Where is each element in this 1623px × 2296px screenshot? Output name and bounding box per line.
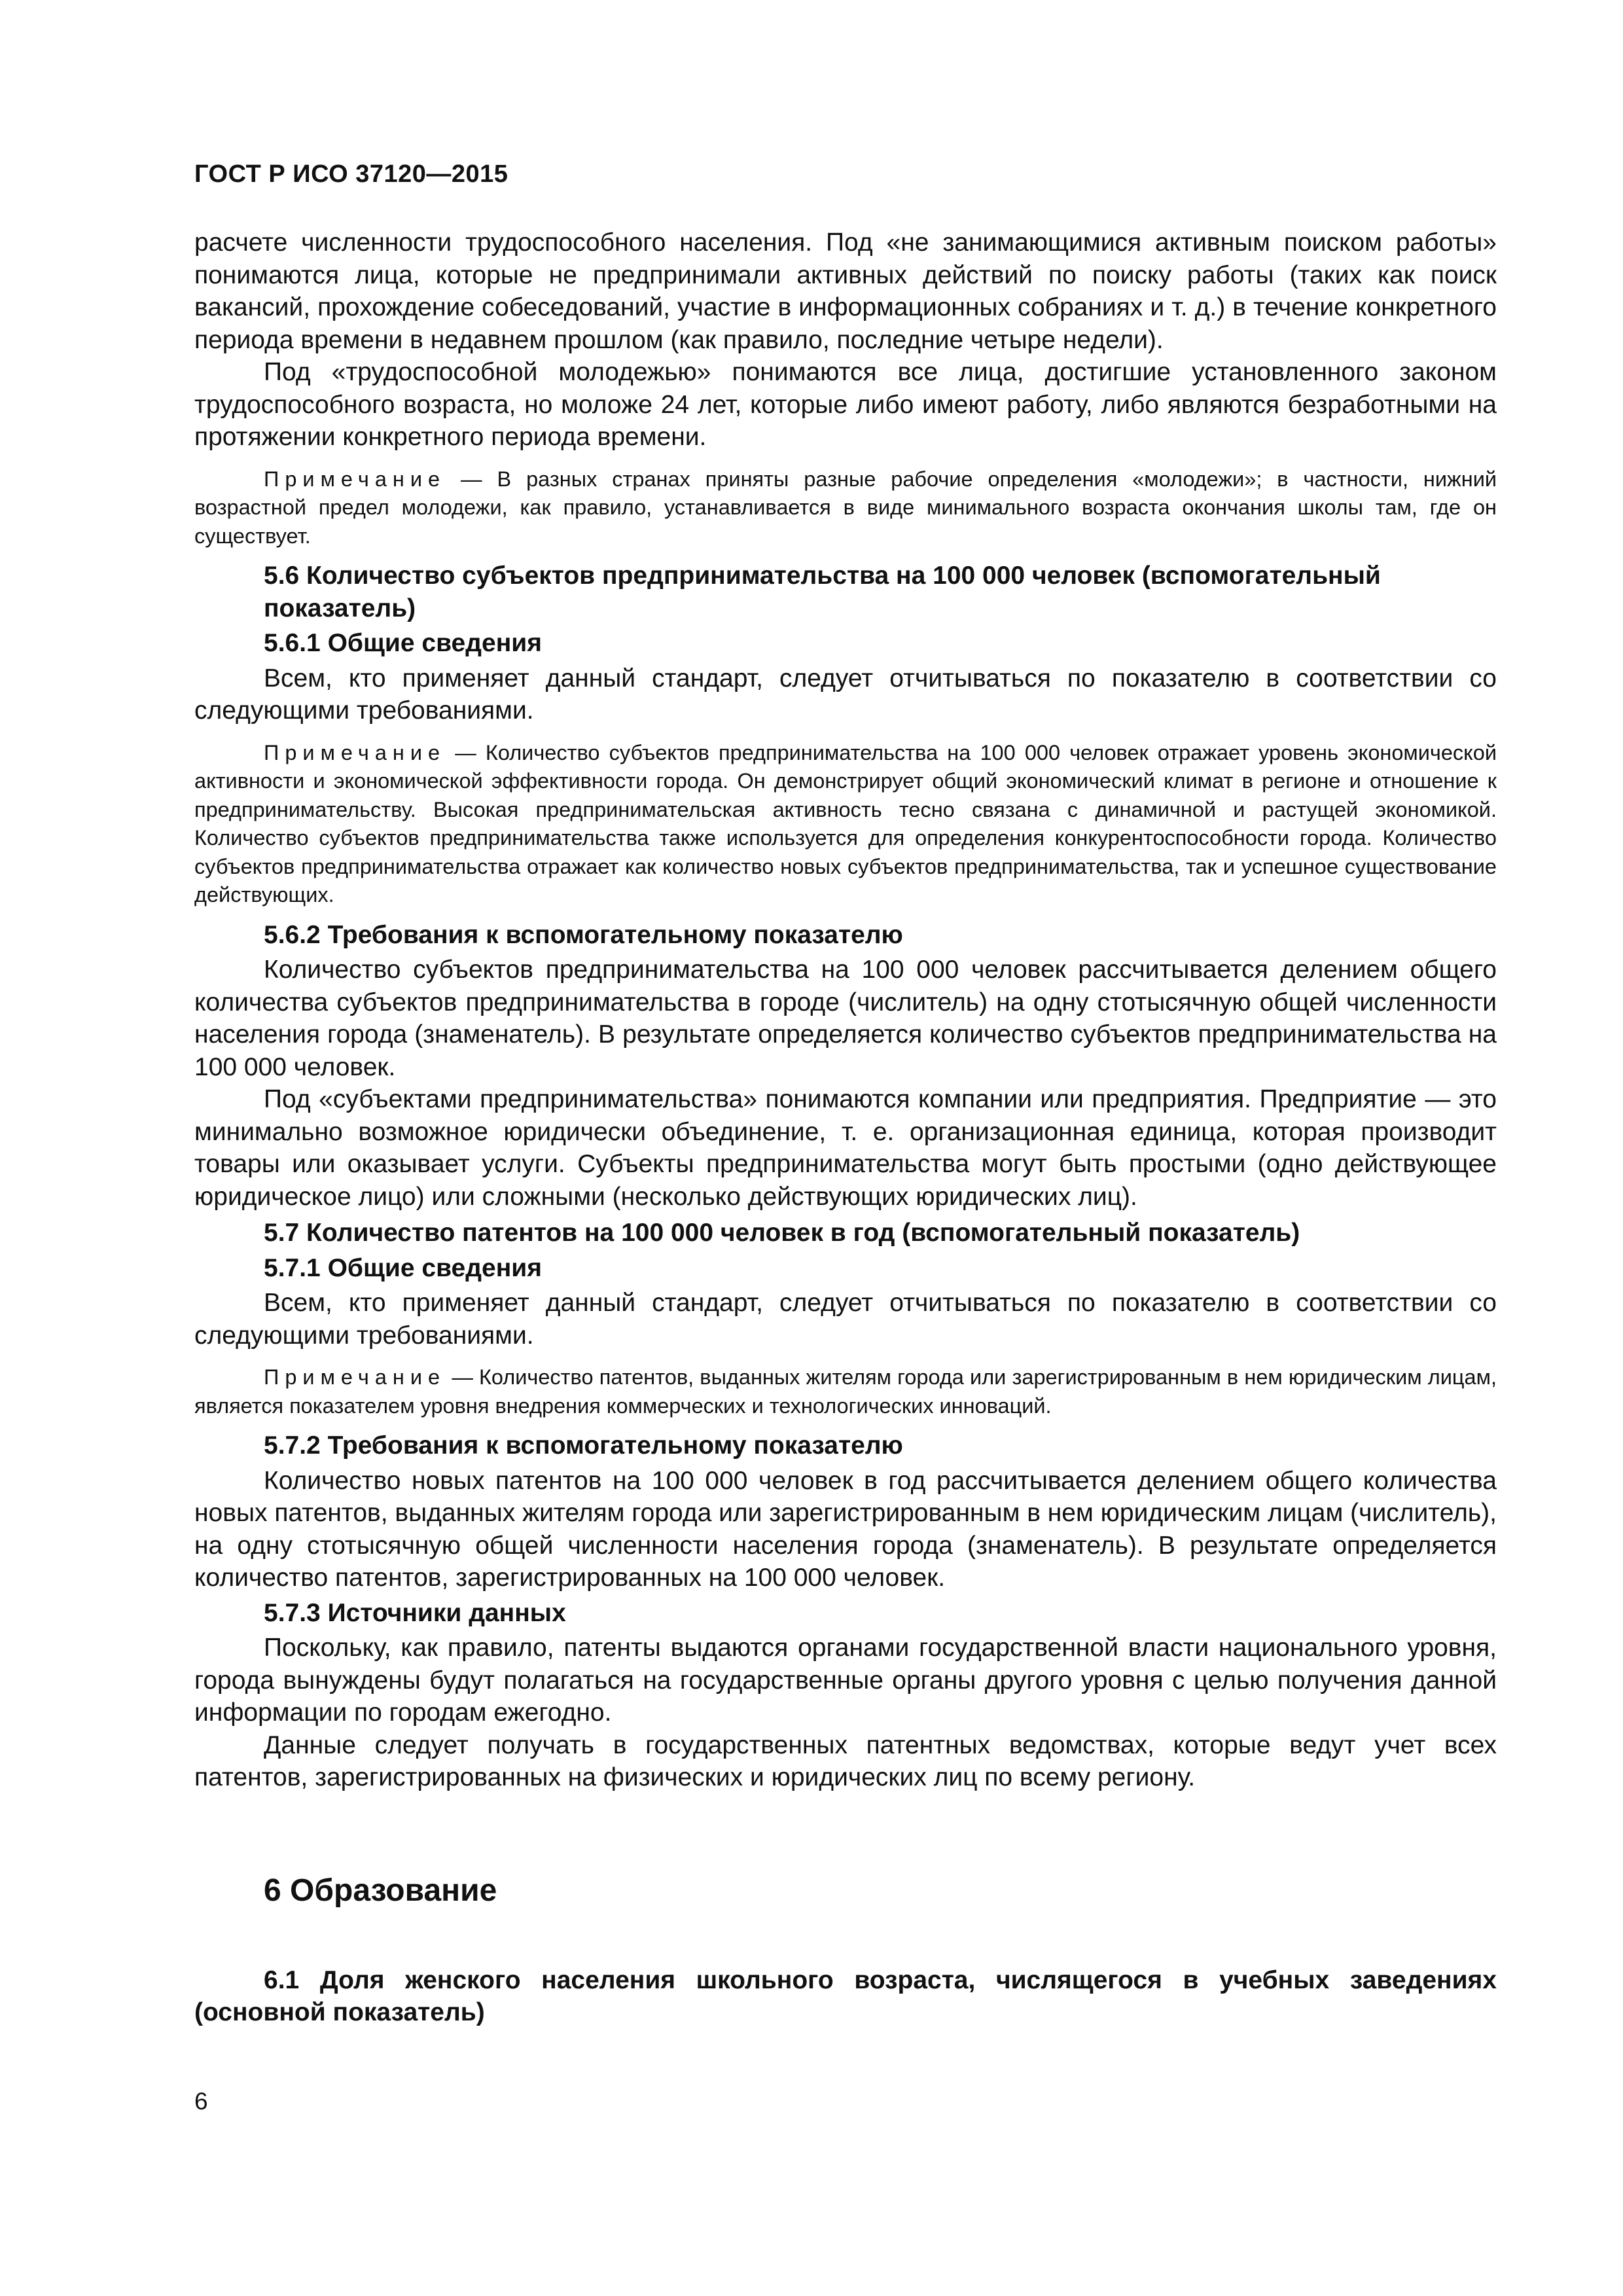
page-content [194, 226, 1497, 2029]
paragraph: Всем, кто применяет данный стандарт, следует отчитываться по показателю в соответствии со следующими требованиями. [194, 1289, 1497, 1350]
paragraph: расчете численности трудоспособного населения. Под «не занимающимися активным поиском работы» понимаются лица, которые не предпринимали активных действий по поиску работы (таких как поиск вакансий, прохождение собеседований, участие в информационных собраниях и т. д.) в течение конкретного периода времени в недавнем прошлом (как правило, последние четыре недели). [194, 228, 1497, 354]
note [194, 739, 1497, 910]
subsection-heading-5-6-1: 5.6.1 Общие сведения [264, 629, 542, 657]
note-text: — В разных странах приняты разные рабочие определения «молодежи»; в частности, нижний возрастной предел молодежи, как правило, устанавливается в виде минимального возраста окончания школы там, где он существует. [194, 467, 1497, 548]
paragraph: Количество новых патентов на 100 000 человек в год рассчитывается делением общего количества новых патентов, выданных жителям города или зарегистрированным в нем юридическим лицам (числитель), на одну стотысячную общей численности населения города (знаменатель). В результате определяется количество патентов, зарегистрированных на 100 000 человек. [194, 1466, 1497, 1592]
paragraph: Данные следует получать в государственных патентных ведомствах, которые ведут учет всех патентов, зарегистрированных на физических и юридических лиц по всему региону. [194, 1731, 1497, 1791]
note-text: — Количество патентов, выданных жителям города или зарегистрированным в нем юридическим лицам, является показателем уровня внедрения коммерческих и технологических инноваций. [194, 1365, 1497, 1418]
paragraph: Количество субъектов предпринимательства на 100 000 человек рассчитывается делением общего количества субъектов предпринимательства в городе (числитель) на одну стотысячную общей численности населения города (знаменатель). В результате определяется количество субъектов предпринимательства на 100 000 человек. [194, 956, 1497, 1081]
page-number: 6 [194, 2088, 208, 2115]
subsection-heading-5-7-1: 5.7.1 Общие сведения [264, 1253, 542, 1282]
subsection-heading-5-7-3: 5.7.3 Источники данных [264, 1598, 566, 1627]
note-label: Примечание [264, 1365, 446, 1389]
section-heading-5-7: 5.7 Количество патентов на 100 000 человек в год (вспомогательный показатель) [264, 1219, 1300, 1247]
paragraph: Под «субъектами предпринимательства» понимаются компании или предприятия. Предприятие — это минимально возможное юридически объединение, т. е. организационная единица, которая производит товары или оказывает услуги. Субъекты предпринимательства могут быть простыми (одно действующее юридическое лицо) или сложными (несколько действующих юридических лиц). [194, 1085, 1497, 1211]
section-heading-6-1: 6.1 Доля женского населения школьного возраста, числящегося в учебных заведениях (основной показатель) [194, 1965, 1497, 2026]
note-text: — Количество субъектов предпринимательства на 100 000 человек отражает уровень экономической активности и экономической эффективности города. Он демонстрирует общий экономический климат в регионе и отношение к предпринимательству. Высокая предпринимательская активность тесно связана с динамичной и растущей экономикой. Количество субъектов предпринимательства также используется для определения конкурентоспособности города. Количество субъектов предпринимательства отражает как количество новых субъектов предпринимательства, так и успешное существование действующих. [194, 740, 1497, 906]
note-label: Примечание [264, 467, 446, 491]
document-code: ГОСТ Р ИСО 37120—2015 [194, 160, 508, 188]
note [194, 465, 1497, 551]
subsection-heading-5-7-2: 5.7.2 Требования к вспомогательному показателю [264, 1431, 903, 1460]
note-label: Примечание [264, 740, 446, 764]
paragraph: Поскольку, как правило, патенты выдаются органами государственной власти национального уровня, города вынуждены будут полагаться на государственные органы другого уровня с целью получения данной информации по городам ежегодно. [194, 1634, 1497, 1727]
section-heading-5-6: 5.6 Количество субъектов предпринимательства на 100 000 человек (вспомогательный показатель) [264, 562, 1381, 622]
note [194, 1363, 1497, 1420]
paragraph: Всем, кто применяет данный стандарт, следует отчитываться по показателю в соответствии со следующими требованиями. [194, 664, 1497, 725]
subsection-heading-5-6-2: 5.6.2 Требования к вспомогательному показателю [264, 920, 903, 949]
paragraph: Под «трудоспособной молодежью» понимаются все лица, достигшие установленного законом трудоспособного возраста, но моложе 24 лет, которые либо имеют работу, либо являются безработными на протяжении конкретного периода времени. [194, 358, 1497, 451]
chapter-heading-6: 6 Образование [264, 1873, 497, 1908]
